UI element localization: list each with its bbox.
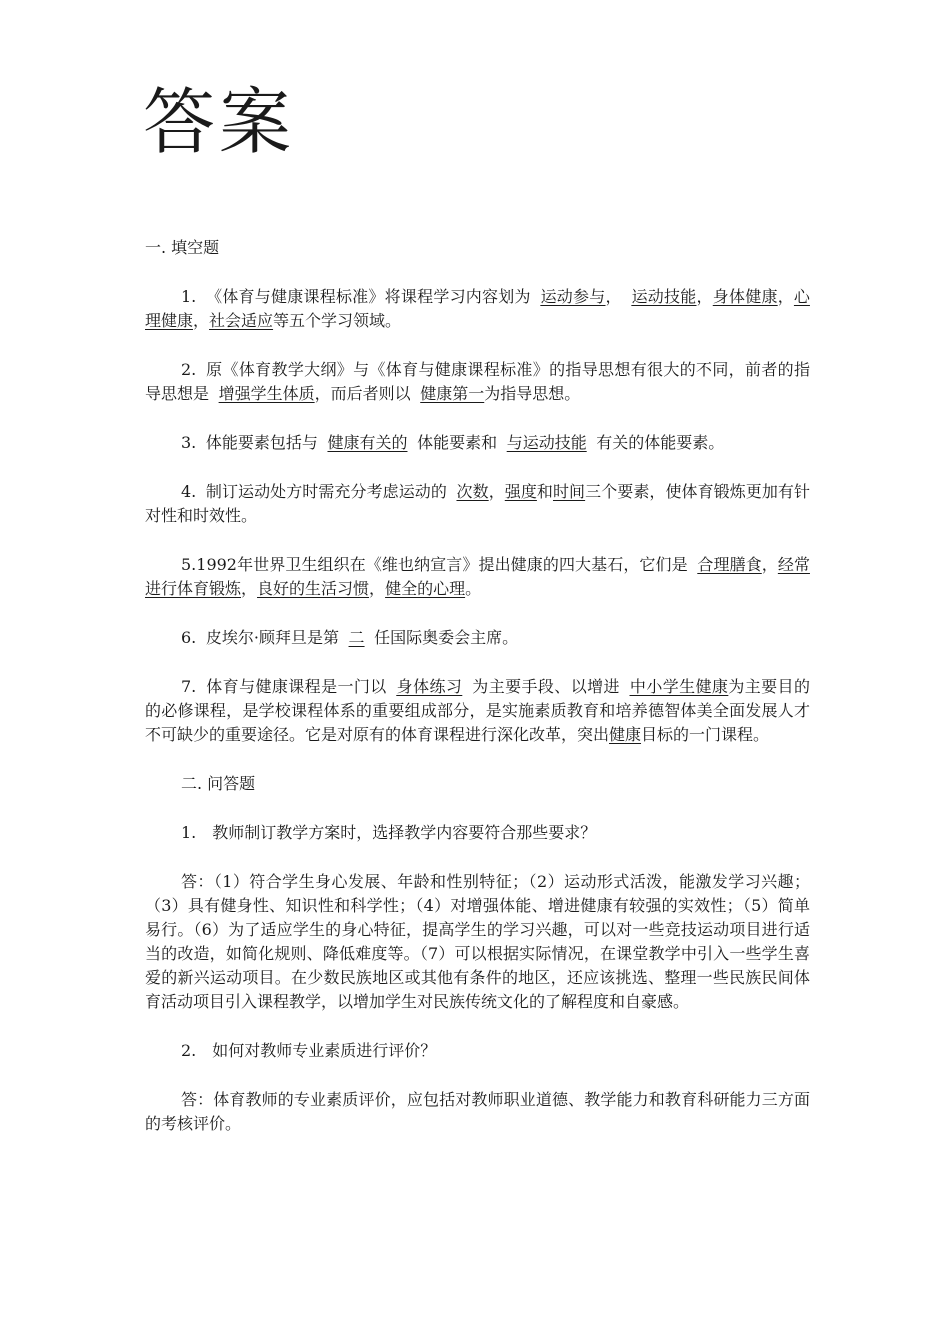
question-7: [145, 675, 810, 747]
question-number: 4.: [181, 482, 197, 501]
answer-blank: 合理膳食: [697, 555, 762, 574]
answer-blank: 增强学生体质: [218, 384, 315, 403]
question-4: [145, 480, 810, 528]
question-text: 制订运动处方时需充分考虑运动的: [205, 482, 447, 501]
question-text: 原《体育教学大纲》与《体育与健康课程标准》的指导思想有很大的不同，前者的指导思想是: [145, 360, 810, 403]
answer-blank: 健康: [609, 725, 642, 744]
question-text: 目标的一门课程。: [641, 725, 770, 744]
question-text: ，: [488, 482, 505, 501]
question-text: 和: [536, 482, 553, 501]
page-title: 答案: [143, 80, 296, 164]
question-text: ，: [193, 311, 210, 330]
answer-blank: 心理健康: [145, 287, 810, 330]
answer-blank: 健康第一: [420, 384, 485, 403]
qa-question-2: 2. 如何对教师专业素质进行评价？: [181, 1041, 437, 1060]
question-1: [145, 285, 810, 333]
answer-blank: 与运动技能: [506, 433, 587, 452]
question-number: 7.: [181, 677, 197, 696]
question-number: 1.: [181, 287, 197, 306]
question-text: 有关的体能要素。: [596, 433, 725, 452]
qa-answer-2: 答：体育教师的专业素质评价，应包括对教师职业道德、教学能力和教育科研能力三方面的考核评价。: [145, 1090, 810, 1133]
answer-blank: 社会适应: [209, 311, 274, 330]
question-text: ，: [777, 287, 794, 306]
question-6: [145, 626, 810, 650]
document-body: [145, 236, 810, 1161]
question-text: 等五个学习领域。: [273, 311, 402, 330]
question-2: [145, 358, 810, 406]
answer-blank: 良好的生活习惯: [257, 579, 370, 598]
answer-blank: 身体练习: [396, 677, 463, 696]
question-text: ，: [696, 287, 713, 306]
question-text: ，: [761, 555, 778, 574]
question-number: 2.: [181, 360, 197, 379]
answer-blank: 二: [348, 628, 365, 647]
question-text: 体能要素包括与: [205, 433, 318, 452]
question-text: 《体育与健康课程标准》将课程学习内容划为: [205, 287, 531, 306]
answer-blank: 运动技能: [631, 287, 697, 306]
question-3: [145, 431, 810, 455]
question-text: 1992年世界卫生组织在《维也纳宣言》提出健康的四大基石，它们是: [196, 555, 688, 574]
question-number: 5.: [181, 555, 197, 574]
answer-blank: 健康有关的: [327, 433, 408, 452]
question-text: ，: [369, 579, 386, 598]
question-text: 。: [465, 579, 482, 598]
question-text: 皮埃尔·顾拜旦是第: [205, 628, 339, 647]
question-text: 为主要目的的必修课程，是学校课程体系的重要组成部分，是实施素质教育和培养德智体美全面发展人才不可缺少的重要途径。它是对原有的体育课程进行深化改革，突出: [145, 677, 810, 744]
qa-answer-1: 答：（1）符合学生身心发展、年龄和性别特征；（2）运动形式活泼，能激发学习兴趣；（3）具有健身性、知识性和科学性；（4）对增强体能、增进健康有较强的实效性；（5）简单易行。（6）为了适应学生的身心特征，提高学生的学习兴趣，可以对一些竞技运动项目进行适当的改造，如简化规则、降低难度等。（7）可以根据实际情况，在课堂教学中引入一些学生喜爱的新兴运动项目。在少数民族地区或其他有条件的地区，还应该挑选、整理一些民族民间体育活动项目引入课程教学，以增加学生对民族传统文化的了解程度和自豪感。: [145, 872, 810, 1011]
question-text: 体育与健康课程是一门以: [205, 677, 387, 696]
question-number: 3.: [181, 433, 197, 452]
answer-blank: 经常进行体育锻炼: [145, 555, 810, 598]
answer-blank: 运动参与: [540, 287, 606, 306]
question-number: 6.: [181, 628, 197, 647]
section-heading-fill-blank: 一. 填空题: [145, 238, 220, 257]
answer-blank: 次数: [456, 482, 489, 501]
question-text: 为主要手段、以增进: [471, 677, 620, 696]
question-text: ，而后者则以: [314, 384, 411, 403]
question-text: ，: [605, 287, 622, 306]
section-heading-qa: 二. 问答题: [181, 774, 256, 793]
question-text: ，: [241, 579, 258, 598]
answer-blank: 时间: [552, 482, 586, 501]
answer-blank: 强度: [504, 482, 537, 501]
question-text: 三个要素，使体育锻炼更加有针对性和时效性。: [145, 482, 810, 525]
question-5: [145, 553, 810, 601]
question-text: 为指导思想。: [484, 384, 581, 403]
answer-blank: 中小学生健康: [629, 677, 729, 696]
question-text: 体能要素和: [417, 433, 498, 452]
qa-question-1: 1. 教师制订教学方案时，选择教学内容要符合那些要求？: [181, 823, 597, 842]
answer-blank: 健全的心理: [385, 579, 466, 598]
question-text: 任国际奥委会主席。: [374, 628, 519, 647]
answer-blank: 身体健康: [712, 287, 778, 306]
